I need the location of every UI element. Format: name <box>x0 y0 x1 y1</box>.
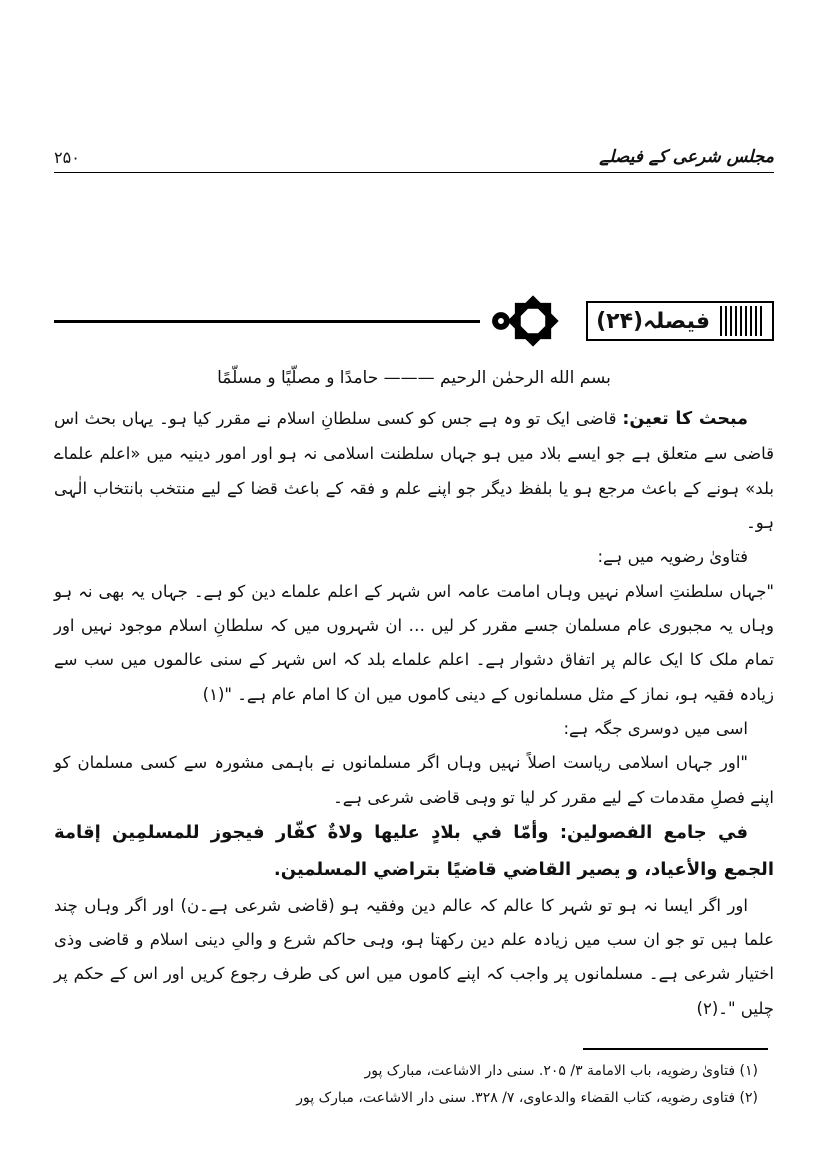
footnote-1: (۱) فتاویٰ رضویه، باب الامامة ۳/ ۲۰۵. سنی دار الاشاعت، مبارک پور <box>364 1062 758 1079</box>
band-rule <box>54 320 480 323</box>
body-text <box>54 361 774 1026</box>
decision-label: فیصلہ(۲۴) <box>596 308 710 334</box>
header-title: مجلس شرعی کے فیصلے <box>599 147 774 167</box>
decision-label-box <box>586 301 774 341</box>
footnotes-section <box>54 1048 774 1113</box>
paragraph-lead: مبحث کا تعین: <box>622 409 748 429</box>
barcode-stripes-icon <box>720 306 764 336</box>
footnote-2: (۲) فتاوی رضویه، کتاب القضاء والدعاوی، ۷/ ۳۲۸. سنی دار الاشاعت، مبارک پور <box>296 1090 758 1107</box>
paragraph-arabic-citation: في جامع الفصولین: وأمّا في بلادٍ علیها ولاةٌ كفّار فیجوز للمسلمِین إقامة الجمع والأعیاد، و یصیر القاضي قاضیًا بتراضي المسلمین. <box>54 821 774 880</box>
paragraph-conclusion: اور اگر ایسا نہ ہو تو شہر کا عالم کہ عالم دین وفقیہ ہو (قاضی شرعی ہے۔ن) اور اگر وہاں چند علما ہیں تو جو ان سب میں زیادہ علم دین رکھتا ہو، وہی حاکم شرع و والیِ دینی اسلام و قاضی وذی اختیار شرعی ہے۔ مسلمانوں پر واجب کہ اپنے کاموں میں اس کی طرف رجوع کریں اور اس کے حکم پر چلیں "۔(۲) <box>54 895 774 1018</box>
islamic-knot-ornament-icon <box>490 294 576 348</box>
footnote-separator <box>583 1048 768 1050</box>
paragraph-topic-definition <box>54 401 774 540</box>
paragraph-fatawa-intro: فتاویٰ رضویہ میں ہے: <box>597 547 748 567</box>
paragraph-quote-2: "اور جہاں اسلامی ریاست اصلاً نہیں وہاں اگر مسلمانوں نے باہمی مشورہ سے کسی مسلمان کو اپنے فصلِ مقدمات کے لیے مقرر کر لیا تو وہی قاضی شرعی ہے۔ <box>54 753 774 807</box>
paragraph-text: قاضی ایک تو وہ ہے جس کو کسی سلطانِ اسلام نے مقرر کیا ہو۔ یہاں بحث اس قاضی سے متعلق ہے جو ایسے بلاد میں ہو جہاں سلطنت اسلامی نہ ہو اور امور دینیہ میں «اعلم علماے بلد» ہونے کے باعث مرجع ہو یا بلفظ دیگر جو اپنے علم و فقہ کے باعث قضا کے لیے منتخب بانتخاب الٰہی ہو۔ <box>54 409 774 533</box>
page-number: ۲۵۰ <box>54 148 80 167</box>
paragraph-second-place-intro: اسی میں دوسری جگہ ہے: <box>563 718 748 738</box>
decision-band <box>54 297 774 345</box>
paragraph-quote-1: "جہاں سلطنتِ اسلام نہیں وہاں امامت عامہ اس شہر کے اعلم علماے دین کو ہے۔ جہاں یہ بھی نہ ہو وہاں یہ مجبوری عام مسلمان جسے مقرر کر لیں … ان شہروں میں کہ سلطانِ اسلام موجود نہیں اور تمام ملک کا ایک عالم پر اتفاق دشوار ہے۔ اعلم علماے بلد کہ اس شہر کے سنی عالموں میں سب سے زیادہ فقیہ ہو، نماز کے مثل مسلمانوں کے دینی کاموں میں ان کا امام عام ہے۔ "(۱) <box>54 581 774 704</box>
page-header <box>54 146 774 173</box>
basmala-line: بسم الله الرحمٰن الرحيم ——— حامدًا و مصلّیًا و مسلّمًا <box>217 368 611 388</box>
